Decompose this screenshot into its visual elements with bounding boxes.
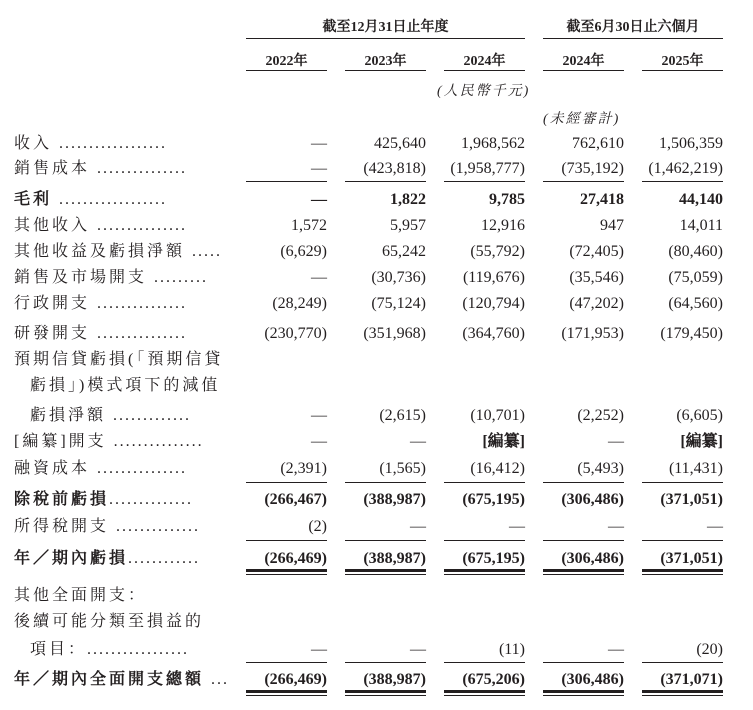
- row-label: 年／期內全面開支總額 ...: [14, 671, 230, 688]
- table-row-redacted-expenses: [0, 430, 753, 454]
- group-divider: [543, 38, 723, 39]
- table-row-other-income: [0, 214, 753, 238]
- column-header-2024: 2024年: [463, 54, 506, 69]
- cell: (72,405): [569, 243, 624, 260]
- cell: (6,605): [676, 407, 723, 424]
- cell: (675,195): [462, 550, 525, 567]
- unaudited-note: (未經審計): [543, 112, 621, 127]
- row-label: 其他收益及虧損淨額 .....: [14, 243, 223, 260]
- cell: (47,202): [569, 295, 624, 312]
- cell: —: [311, 433, 327, 450]
- cell: —: [410, 518, 426, 535]
- cell: (179,450): [660, 325, 723, 342]
- cell: (735,192): [561, 160, 624, 177]
- row-label: 年／期內虧損............: [14, 550, 201, 567]
- cell: (2): [308, 518, 327, 535]
- total-double-line: [543, 574, 624, 575]
- cell: 65,242: [382, 243, 426, 260]
- column-divider: [345, 70, 426, 71]
- group-title-year-ended: 截至12月31日止年度: [322, 20, 449, 35]
- total-double-line: [444, 569, 525, 572]
- cell: (371,051): [660, 550, 723, 567]
- subtotal-line: [444, 662, 525, 663]
- cell: (2,615): [379, 407, 426, 424]
- cell: (371,051): [660, 491, 723, 508]
- group-divider: [246, 38, 525, 39]
- total-double-line: [345, 695, 426, 696]
- cell: 9,785: [489, 191, 525, 208]
- row-label: 虧損淨額 .............: [30, 407, 192, 424]
- cell: (306,486): [561, 550, 624, 567]
- group-title-six-months: 截至6月30日止六個月: [566, 20, 700, 35]
- cell: —: [311, 269, 327, 286]
- subtotal-line: [246, 181, 327, 182]
- cell: (55,792): [470, 243, 525, 260]
- cell: (388,987): [363, 550, 426, 567]
- unit-note: (人民幣千元): [437, 84, 531, 99]
- cell: (35,546): [569, 269, 624, 286]
- cell: —: [311, 191, 327, 208]
- total-double-line: [642, 695, 723, 696]
- column-header-2022: 2022年: [265, 54, 308, 69]
- cell: 12,916: [481, 217, 525, 234]
- row-label: 所得稅開支 ..............: [14, 518, 201, 535]
- row-label: 除稅前虧損..............: [14, 491, 194, 508]
- row-label-line: 其他全面開支：: [14, 587, 148, 604]
- subtotal-line: [543, 181, 624, 182]
- cell: (11,431): [668, 460, 723, 477]
- subtotal-line: [246, 540, 327, 541]
- column-divider: [642, 70, 723, 71]
- cell: 947: [600, 217, 624, 234]
- subtotal-line: [246, 662, 327, 663]
- table-row-finance-costs: [0, 457, 753, 481]
- table-row-oci-items: [0, 638, 753, 662]
- cell: (423,818): [363, 160, 426, 177]
- cell: (28,249): [272, 295, 327, 312]
- table-row-income-tax: [0, 515, 753, 539]
- row-label: [編纂]開支 ...............: [14, 433, 204, 450]
- cell: 1,968,562: [461, 135, 525, 152]
- subtotal-line: [444, 482, 525, 483]
- column-divider: [246, 70, 327, 71]
- table-row-selling-marketing: [0, 266, 753, 290]
- cell: (306,486): [561, 491, 624, 508]
- cell: (2,252): [577, 407, 624, 424]
- subtotal-line: [642, 482, 723, 483]
- cell: (11): [498, 641, 525, 658]
- subtotal-line: [642, 181, 723, 182]
- total-double-line: [444, 574, 525, 575]
- cell: (10,701): [470, 407, 525, 424]
- cell: [編纂]: [680, 433, 723, 450]
- table-row-loss-before-tax: [0, 488, 753, 512]
- cell: (30,736): [371, 269, 426, 286]
- table-row-administrative: [0, 292, 753, 316]
- cell: (675,206): [462, 671, 525, 688]
- column-divider: [543, 70, 624, 71]
- row-label: 融資成本 ...............: [14, 460, 188, 477]
- cell: —: [311, 135, 327, 152]
- subtotal-line: [543, 482, 624, 483]
- cell: (266,469): [264, 671, 327, 688]
- cell: 762,610: [572, 135, 624, 152]
- row-label-line: 後續可能分類至損益的: [14, 613, 205, 630]
- cell: 1,572: [291, 217, 327, 234]
- subtotal-line: [642, 662, 723, 663]
- cell: [編纂]: [482, 433, 525, 450]
- row-label: 研發開支 ...............: [14, 325, 188, 342]
- cell: —: [608, 518, 624, 535]
- cell: (20): [696, 641, 723, 658]
- cell: 425,640: [374, 135, 426, 152]
- cell: 14,011: [679, 217, 723, 234]
- cell: —: [410, 641, 426, 658]
- row-label: 收入 ..................: [14, 135, 168, 152]
- cell: 1,822: [390, 191, 426, 208]
- row-label: 行政開支 ...............: [14, 295, 188, 312]
- cell: —: [707, 518, 723, 535]
- cell: (388,987): [363, 491, 426, 508]
- cell: —: [410, 433, 426, 450]
- total-double-line: [642, 690, 723, 693]
- row-label: 毛利 ..................: [14, 191, 168, 208]
- cell: 27,418: [580, 191, 624, 208]
- total-double-line: [543, 695, 624, 696]
- total-double-line: [543, 690, 624, 693]
- cell: (1,462,219): [648, 160, 723, 177]
- cell: (171,953): [561, 325, 624, 342]
- table-row-revenue: [0, 132, 753, 156]
- subtotal-line: [444, 540, 525, 541]
- cell: (675,195): [462, 491, 525, 508]
- subtotal-line: [543, 662, 624, 663]
- table-row-total-comprehensive-expense: [0, 668, 753, 692]
- cell: —: [311, 641, 327, 658]
- total-double-line: [345, 690, 426, 693]
- cell: (1,565): [379, 460, 426, 477]
- subtotal-line: [345, 540, 426, 541]
- row-label: 銷售及市場開支 .........: [14, 269, 209, 286]
- row-label: 項目：.................: [30, 641, 190, 658]
- subtotal-line: [345, 662, 426, 663]
- total-double-line: [246, 574, 327, 575]
- cell: (266,469): [264, 550, 327, 567]
- table-row-other-gains-losses: [0, 240, 753, 264]
- cell: —: [608, 641, 624, 658]
- column-header-2025-h1: 2025年: [661, 54, 704, 69]
- total-double-line: [444, 690, 525, 693]
- cell: (351,968): [363, 325, 426, 342]
- row-label: 其他收入 ...............: [14, 217, 188, 234]
- cell: (120,794): [462, 295, 525, 312]
- cell: (6,629): [280, 243, 327, 260]
- cell: (5,493): [577, 460, 624, 477]
- cell: (75,124): [371, 295, 426, 312]
- row-label-line: 虧損」)模式項下的減值: [30, 377, 221, 394]
- total-double-line: [444, 695, 525, 696]
- table-row-loss-for-period: [0, 547, 753, 571]
- cell: (230,770): [264, 325, 327, 342]
- cell: (266,467): [264, 491, 327, 508]
- cell: (1,958,777): [450, 160, 525, 177]
- cell: (364,760): [462, 325, 525, 342]
- cell: (2,391): [280, 460, 327, 477]
- cell: (16,412): [470, 460, 525, 477]
- cell: (64,560): [668, 295, 723, 312]
- total-double-line: [642, 574, 723, 575]
- cell: (80,460): [668, 243, 723, 260]
- column-divider: [444, 70, 525, 71]
- subtotal-line: [246, 482, 327, 483]
- total-double-line: [345, 574, 426, 575]
- column-header-2024-h1: 2024年: [562, 54, 605, 69]
- table-row-cost-of-sales: [0, 157, 753, 181]
- total-double-line: [543, 569, 624, 572]
- cell: 1,506,359: [659, 135, 723, 152]
- cell: (371,071): [660, 671, 723, 688]
- cell: (119,676): [462, 269, 525, 286]
- total-double-line: [345, 569, 426, 572]
- subtotal-line: [642, 540, 723, 541]
- cell: (306,486): [561, 671, 624, 688]
- cell: —: [311, 160, 327, 177]
- total-double-line: [246, 690, 327, 693]
- subtotal-line: [543, 540, 624, 541]
- cell: (75,059): [668, 269, 723, 286]
- cell: 44,140: [679, 191, 723, 208]
- cell: —: [608, 433, 624, 450]
- cell: —: [509, 518, 525, 535]
- total-double-line: [246, 695, 327, 696]
- column-header-2023: 2023年: [364, 54, 407, 69]
- table-row-gross-profit: [0, 188, 753, 212]
- subtotal-line: [444, 181, 525, 182]
- table-row-ecl-impairment: [0, 404, 753, 428]
- row-label-line: 預期信貸虧損(「預期信貸: [14, 351, 224, 368]
- cell: (388,987): [363, 671, 426, 688]
- row-label: 銷售成本 ...............: [14, 160, 188, 177]
- table-row-research-development: [0, 322, 753, 346]
- subtotal-line: [345, 482, 426, 483]
- subtotal-line: [345, 181, 426, 182]
- total-double-line: [246, 569, 327, 572]
- cell: —: [311, 407, 327, 424]
- total-double-line: [642, 569, 723, 572]
- cell: 5,957: [390, 217, 426, 234]
